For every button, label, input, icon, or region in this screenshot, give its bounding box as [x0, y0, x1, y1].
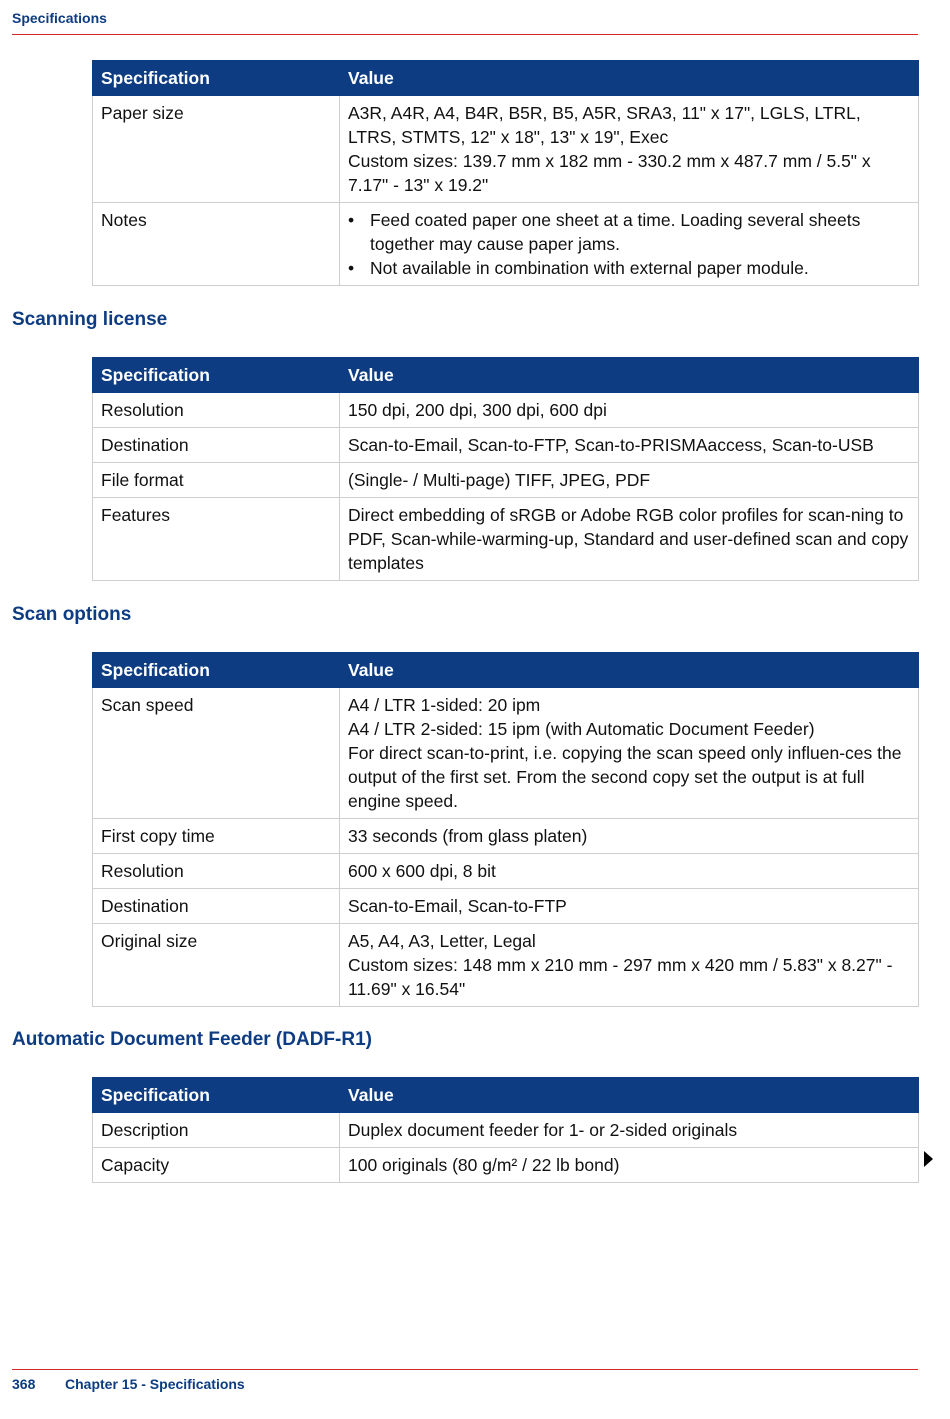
table-header-row [93, 1078, 919, 1113]
table-row [93, 498, 919, 581]
value-line: A4 / LTR 1-sided: 20 ipm [348, 695, 541, 715]
spec-cell: Description [93, 1113, 340, 1148]
table-header-row [93, 61, 919, 96]
value-line: A5, A4, A3, Letter, Legal [348, 931, 536, 951]
value-cell: 600 x 600 dpi, 8 bit [340, 854, 919, 889]
page-footer [12, 1376, 245, 1392]
scanning-license-table [92, 357, 919, 581]
spec-cell: Original size [93, 924, 340, 1007]
spec-cell: Paper size [93, 96, 340, 203]
chapter-title: Chapter 15 - Specifications [65, 1376, 245, 1392]
header-rule [12, 34, 918, 35]
list-item [348, 208, 910, 256]
spec-cell: Destination [93, 889, 340, 924]
value-line: A3R, A4R, A4, B4R, B5R, B5, A5R, SRA3, 11" x 17", LGLS, LTRL, LTRS, STMTS, 12" x 18", 13" x 19", Exec [348, 103, 861, 147]
table-row [93, 428, 919, 463]
value-cell [340, 924, 919, 1007]
table-row [93, 96, 919, 203]
value-cell: (Single- / Multi-page) TIFF, JPEG, PDF [340, 463, 919, 498]
footer-rule [12, 1369, 918, 1370]
column-header-value: Value [340, 653, 919, 688]
table-row [93, 854, 919, 889]
value-cell: Scan-to-Email, Scan-to-FTP [340, 889, 919, 924]
paper-spec-table [92, 60, 919, 286]
column-header-specification: Specification [93, 1078, 340, 1113]
spec-cell: Capacity [93, 1148, 340, 1183]
column-header-specification: Specification [93, 653, 340, 688]
running-header: Specifications [12, 10, 107, 26]
table-row [93, 203, 919, 286]
column-header-specification: Specification [93, 358, 340, 393]
section-heading-scan-options: Scan options [12, 604, 132, 625]
table-header-row [93, 358, 919, 393]
spec-cell: Scan speed [93, 688, 340, 819]
value-cell: 100 originals (80 g/m² / 22 lb bond) [340, 1148, 919, 1183]
table-row [93, 688, 919, 819]
table-header-row [93, 653, 919, 688]
adf-table [92, 1077, 919, 1183]
table-row [93, 1148, 919, 1183]
table-row [93, 819, 919, 854]
value-line: Custom sizes: 148 mm x 210 mm - 297 mm x 420 mm / 5.83" x 8.27" - 11.69" x 16.54" [348, 955, 893, 999]
bullet-icon: • [348, 210, 355, 230]
table-row [93, 924, 919, 1007]
column-header-value: Value [340, 61, 919, 96]
spec-cell: Features [93, 498, 340, 581]
scan-options-table [92, 652, 919, 1007]
spec-cell: Notes [93, 203, 340, 286]
section-heading-scanning-license: Scanning license [12, 309, 168, 330]
spec-cell: Resolution [93, 854, 340, 889]
page-number: 368 [12, 1376, 36, 1392]
notes-list [348, 208, 910, 280]
spec-cell: File format [93, 463, 340, 498]
table-row [93, 1113, 919, 1148]
value-cell: Direct embedding of sRGB or Adobe RGB color profiles for scan-ning to PDF, Scan-while-warming-up, Standard and user-defined scan and copy templates [340, 498, 919, 581]
spec-cell: Destination [93, 428, 340, 463]
value-line: Custom sizes: 139.7 mm x 182 mm - 330.2 mm x 487.7 mm / 5.5" x 7.17" - 13" x 19.2" [348, 151, 871, 195]
column-header-specification: Specification [93, 61, 340, 96]
spec-cell: Resolution [93, 393, 340, 428]
column-header-value: Value [340, 358, 919, 393]
bullet-icon: • [348, 258, 355, 278]
section-heading-adf: Automatic Document Feeder (DADF-R1) [12, 1029, 372, 1050]
value-cell [340, 688, 919, 819]
value-cell [340, 96, 919, 203]
value-cell: Duplex document feeder for 1- or 2-sided originals [340, 1113, 919, 1148]
list-item [348, 256, 910, 280]
list-item-text: Feed coated paper one sheet at a time. Loading several sheets together may cause paper jams. [370, 210, 861, 254]
value-cell: 33 seconds (from glass platen) [340, 819, 919, 854]
table-row [93, 463, 919, 498]
value-line: A4 / LTR 2-sided: 15 ipm (with Automatic Document Feeder) [348, 719, 815, 739]
value-cell [340, 203, 919, 286]
table-row [93, 393, 919, 428]
value-cell: Scan-to-Email, Scan-to-FTP, Scan-to-PRISMAaccess, Scan-to-USB [340, 428, 919, 463]
value-cell: 150 dpi, 200 dpi, 300 dpi, 600 dpi [340, 393, 919, 428]
continued-arrow-icon [924, 1151, 933, 1167]
value-line: For direct scan-to-print, i.e. copying the scan speed only influen-ces the output of the first set. From the second copy set the output is at full engine speed. [348, 743, 902, 811]
spec-cell: First copy time [93, 819, 340, 854]
list-item-text: Not available in combination with external paper module. [370, 258, 809, 278]
column-header-value: Value [340, 1078, 919, 1113]
table-row [93, 889, 919, 924]
